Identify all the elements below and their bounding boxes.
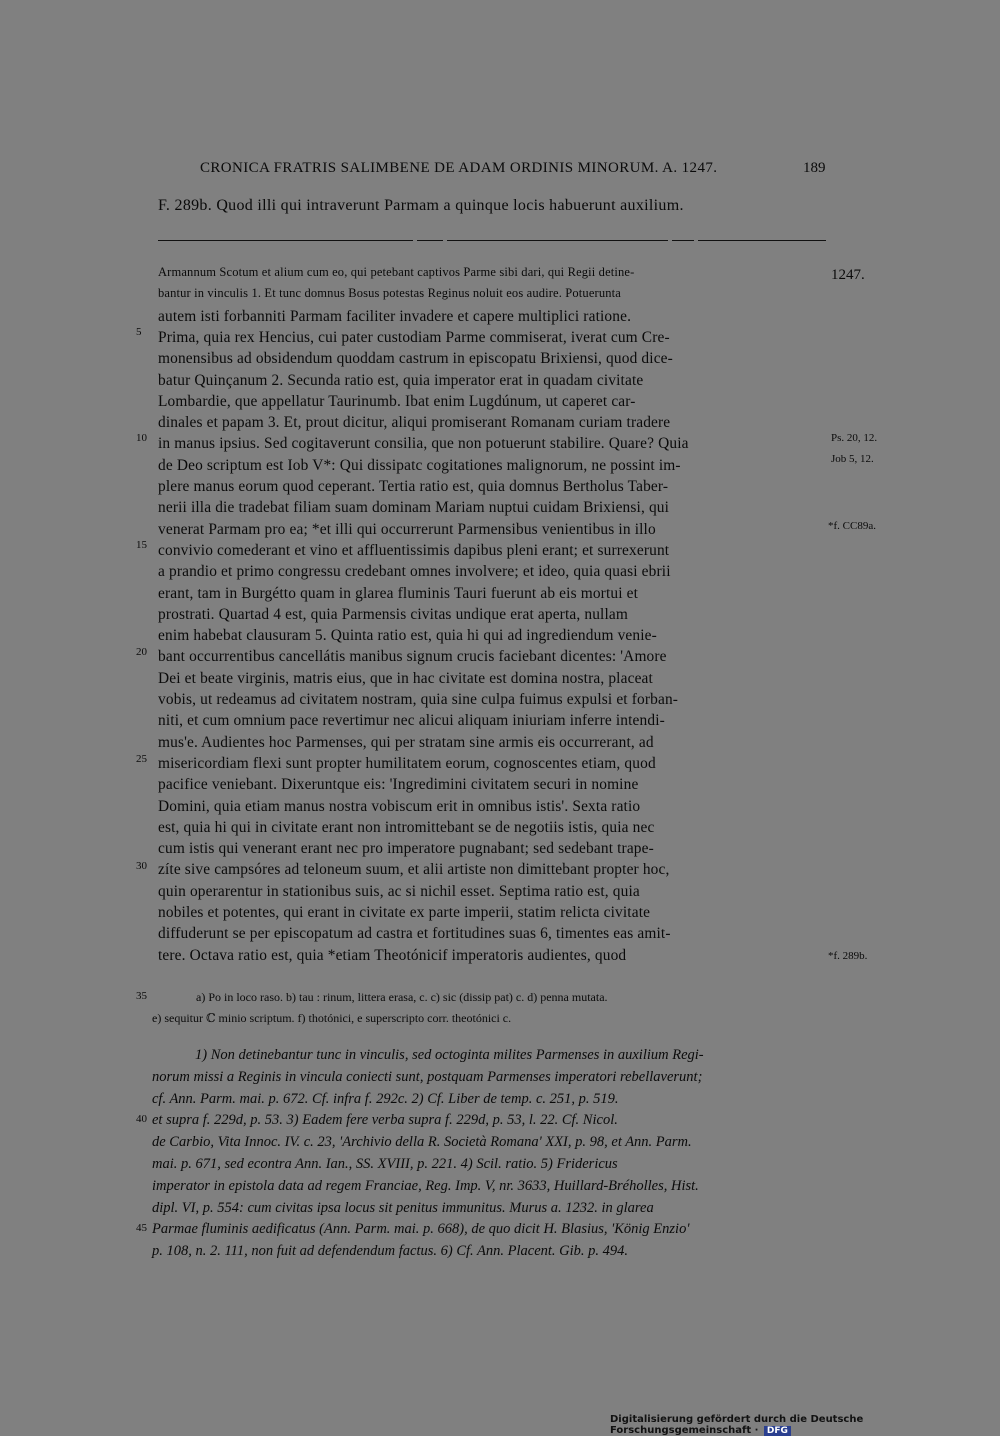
dfg-logo: DFG (764, 1426, 791, 1436)
text-line: nerii illa die tradebat filiam suam dominam Mariam nuptui cuidam Brixiensi, qui (158, 499, 670, 517)
margin-year: 1247. (831, 267, 865, 283)
text-line: bant occurrentibus cancellátis manibus signum crucis faciebant dicentes: 'Amore (158, 648, 667, 666)
text-line: Prima, quia rex Hencius, cui pater custodiam Parme commiserat, iverat cum Cre- (158, 328, 670, 346)
text-line: Lombardie, que appellatur Taurinumb. Ibat enim Lugdúnum, ut caperet car- (158, 392, 636, 410)
margin-reference: *f. 289b. (828, 950, 868, 962)
text-line: tere. Octava ratio est, quia *etiam Theotónicif imperatoris audientes, quod (158, 946, 627, 964)
text-line: Domini, quia etiam manus nostra vobiscum erit in omnibus istis'. Sexta ratio (158, 797, 641, 815)
footnote-line: Parmae fluminis aedificatus (Ann. Parm. mai. p. 668), de quo dicit H. Blasius, 'König Enzio' (152, 1221, 690, 1238)
text-line: Dei et beate virginis, matris eius, que in hac civitate est domina nostra, placeat (158, 669, 653, 687)
footnote-line: p. 108, n. 2. 111, non fuit ad defendendum factus. 6) Cf. Ann. Placent. Gib. p. 494. (152, 1243, 629, 1260)
line-number: 20 (136, 646, 147, 658)
text-line: a prandio et primo congressu credebant omnes involvere; et ideo, quia quasi ebrii (158, 563, 671, 581)
text-line: dinales et papam 3. Et, prout dicitur, aliqui promiserant Romanam curiam tradere (158, 414, 671, 432)
margin-reference: Ps. 20, 12. (831, 432, 878, 444)
line-number: 30 (136, 860, 147, 872)
running-title: CRONICA FRATRIS SALIMBENE DE ADAM ORDINIS MINORUM. A. 1247. (200, 160, 718, 176)
footnote-line: de Carbio, Vita Innoc. IV. c. 23, 'Archivio della R. Società Romana' XXI, p. 98, et Ann. Parm. (152, 1134, 692, 1151)
footnote-line: norum missi a Reginis in vincula coniecti sunt, postquam Parmenses imperatori rebellaverunt; (152, 1068, 703, 1085)
line-number: 45 (136, 1222, 147, 1234)
text-line: nobiles et potentes, qui erant in civitate ex parte imperii, statim relicta civitate (158, 904, 651, 921)
text-line: prostrati. Quartad 4 est, quia Parmensis civitas undique erat aperta, nullam (158, 605, 628, 623)
text-line: niti, et cum omnium pace revertimur nec alicui aliquam iniuriam inferre intendi- (158, 712, 665, 730)
text-line: diffuderunt se per episcopatum ad castra et fortitudines suas 6, timentes eas amit- (158, 925, 671, 943)
footnote-line: 1) Non detinebantur tunc in vinculis, sed octoginta milites Parmenses in auxilium Regi- (195, 1047, 704, 1063)
text-line: Armannum Scotum et alium cum eo, qui petebant captivos Parme sibi dari, qui Regii detine- (158, 265, 635, 279)
text-line: enim habebat clausuram 5. Quinta ratio est, quia hi qui ad ingrediendum venie- (158, 627, 657, 645)
section-title: F. 289b. Quod illi qui intraverunt Parmam a quinque locis habuerunt auxilium. (158, 197, 684, 214)
footnote-line: cf. Ann. Parm. mai. p. 672. Cf. infra f. 292c. 2) Cf. Liber de temp. c. 251, p. 519. (152, 1090, 619, 1107)
margin-reference: *f. CC89a. (828, 520, 876, 532)
page-number: 189 (803, 160, 826, 176)
text-line: quin operarentur in stationibus suis, ac si nichil esset. Septima ratio est, quia (158, 882, 640, 900)
text-line: convivio comederant et vino et affluentissimis dapibus pleni erant; et surrexerunt (158, 541, 670, 559)
margin-reference: Job 5, 12. (831, 453, 874, 465)
text-line: mus'e. Audientes hoc Parmenses, qui per stratam sine armis eis occurrerant, ad (158, 733, 654, 751)
text-line: autem isti forbanniti Parmam faciliter invadere et capere multiplici ratione. (158, 307, 632, 325)
line-number: 35 (136, 990, 147, 1002)
line-number: 25 (136, 753, 147, 765)
footnote-line: imperator in epistola data ad regem Franciae, Reg. Imp. V, nr. 3633, Huillard-Bréholles, Hist. (152, 1177, 699, 1194)
text-line: misericordiam flexi sunt propter humilitatem eorum, cognoscentes etiam, quod (158, 754, 656, 772)
critical-note: e) sequitur ℂ minio scriptum. f) thotónici, e superscripto corr. theotónici c. (152, 1010, 512, 1025)
text-line: est, quia hi qui in civitate erant non intromittebant se de negotiis istis, quia nec (158, 818, 655, 836)
critical-note: a) Po in loco raso. b) tau : rinum, littera erasa, c. c) sic (dissip pat) c. d) penna mutata. (196, 990, 608, 1004)
line-number: 5 (136, 326, 142, 338)
text-line: bantur in vinculis 1. Et tunc domnus Bosus potestas Reginus noluit eos audire. Potuerunta (158, 286, 621, 301)
footnote-line: mai. p. 671, sed econtra Ann. Ian., SS. XVIII, p. 221. 4) Scil. ratio. 5) Fridericus (152, 1156, 618, 1172)
text-line: erant, tam in Burgétto quam in glarea fluminis Tauri fuerunt ab eis mortui et (158, 584, 639, 602)
text-line: cum istis qui venerant erant nec pro imperatore pugnabant; sed sedebant trape- (158, 840, 654, 858)
line-number: 10 (136, 432, 147, 444)
text-line: zíte sive campsóres ad teloneum suum, et alii artiste non dimittebant propter hoc, (158, 861, 670, 879)
digitization-credit: Digitalisierung gefördert durch die Deutsche Forschungsgemeinschaft · DFG (610, 1414, 864, 1436)
text-line: pacifice veniebant. Dixeruntque eis: 'Ingredimini civitatem securi in nomine (158, 776, 639, 794)
text-line: monensibus ad obsidendum quoddam castrum in episcopatu Brixiensi, quod dice- (158, 350, 673, 368)
text-line: batur Quinçanum 2. Secunda ratio est, quia imperator erat in quadam civitate (158, 371, 644, 389)
text-line: venerat Parmam pro ea; *et illi qui occurrerunt Parmensibus venientibus in illo (158, 520, 656, 538)
text-line: plere manus eorum quod ceperant. Tertia ratio est, quia domnus Bertholus Taber- (158, 478, 669, 495)
footnote-line: et supra f. 229d, p. 53. 3) Eadem fere verba supra f. 229d, p. 53, l. 22. Cf. Nicol. (152, 1112, 618, 1129)
line-number: 15 (136, 539, 147, 551)
text-line: de Deo scriptum est Iob V*: Qui dissipatc cogitationes malignorum, ne possint im- (158, 456, 681, 474)
line-number: 40 (136, 1113, 147, 1125)
credit-text: Digitalisierung gefördert durch die Deutsche Forschungsgemeinschaft (610, 1414, 864, 1436)
text-line: vobis, ut redeamus ad civitatem nostram, quia sine culpa fuimus expulsi et forban- (158, 691, 679, 708)
footnote-line: dipl. VI, p. 554: cum civitas ipsa locus sit penitus immunitus. Murus a. 1232. in glarea (152, 1199, 654, 1216)
text-line: in manus ipsius. Sed cogitaverunt consilia, que non potuerunt stabilire. Quare? Quia (158, 435, 689, 453)
